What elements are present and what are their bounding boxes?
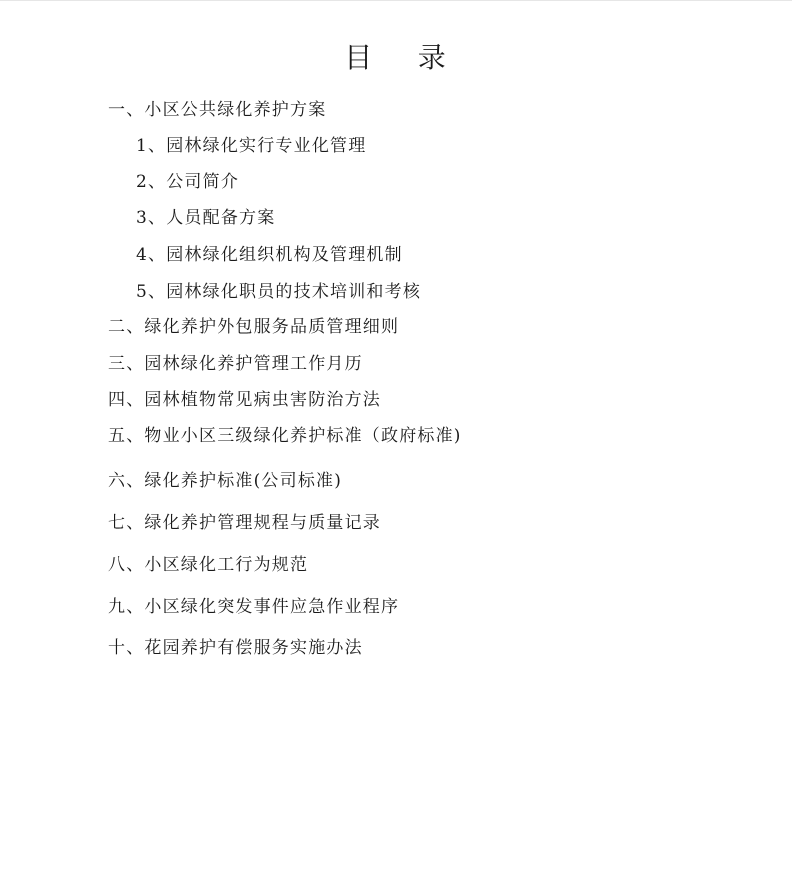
toc-item-section-5: 五、物业小区三级绿化养护标准（政府标准) (108, 426, 462, 446)
toc-item-section-8: 八、小区绿化工行为规范 (108, 555, 309, 575)
page-top-border (0, 0, 792, 1)
toc-item-section-2: 二、绿化养护外包服务品质管理细则 (108, 317, 400, 337)
toc-item-section-9: 九、小区绿化突发事件应急作业程序 (108, 597, 400, 617)
page-title: 目 录 (344, 41, 448, 74)
toc-item-section-3: 三、园林绿化养护管理工作月历 (108, 354, 363, 374)
toc-item-1-2: 2、公司简介 (136, 172, 240, 192)
toc-item-section-6: 六、绿化养护标准(公司标准) (108, 471, 343, 491)
toc-item-1-4: 4、园林绿化组织机构及管理机制 (136, 245, 403, 265)
toc-item-1-3: 3、人员配备方案 (136, 208, 276, 228)
toc-item-section-4: 四、园林植物常见病虫害防治方法 (108, 390, 381, 410)
toc-item-section-7: 七、绿化养护管理规程与质量记录 (108, 513, 381, 533)
toc-item-1-5: 5、园林绿化职员的技术培训和考核 (136, 282, 422, 302)
toc-item-1-1: 1、园林绿化实行专业化管理 (136, 136, 367, 156)
toc-item-section-10: 十、花园养护有偿服务实施办法 (108, 638, 363, 658)
toc-item-section-1: 一、小区公共绿化养护方案 (108, 100, 327, 120)
